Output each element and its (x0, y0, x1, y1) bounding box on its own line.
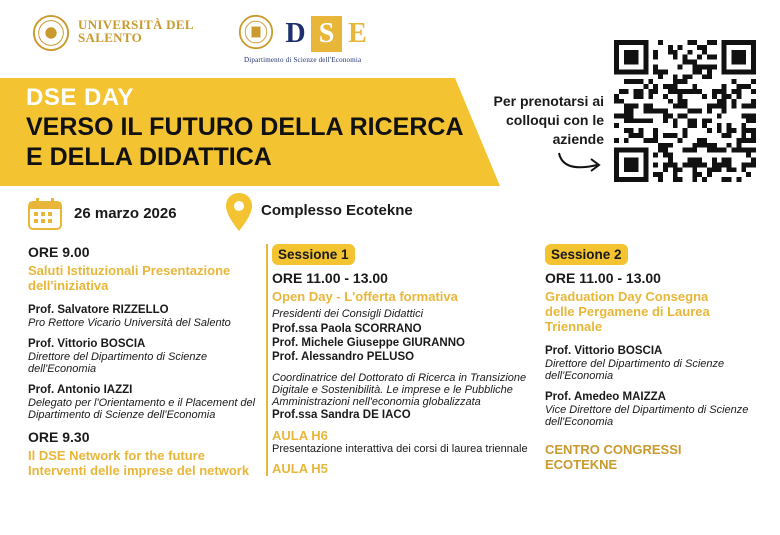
university-name: UNIVERSITÀ DEL SALENTO (78, 17, 194, 45)
room-label: AULA H5 (272, 461, 328, 476)
room-label: AULA H6 (272, 428, 328, 443)
qr-call-to-action: Per prenotarsi ai colloqui con le aziende (493, 93, 604, 147)
department-seal-icon (238, 14, 274, 50)
event-title: VERSO IL FUTURO DELLA RICERCA E DELLA DIDATTICA (26, 113, 463, 171)
time-slot: ORE 9.30 (28, 429, 90, 445)
department-caption: Dipartimento di Scienze dell'Economia (244, 56, 362, 64)
program-column-1 (28, 244, 260, 478)
arrow-icon (555, 147, 607, 177)
speaker-role: Direttore del Dipartimento di Scienze dell'Economia (545, 358, 725, 382)
dse-logo-letter-d: D (285, 18, 306, 49)
dse-logo-letter-e: E (348, 18, 367, 49)
speaker-name: Prof. Alessandro PELUSO (272, 351, 415, 363)
dse-logo (280, 16, 373, 52)
dse-logo-letter-s: S (311, 16, 342, 52)
calendar-icon (28, 198, 62, 230)
qr-code-icon[interactable] (614, 40, 756, 182)
session-title: Open Day - L'offerta formativa (272, 289, 458, 304)
time-slot: ORE 9.00 (28, 244, 90, 260)
presidents-label: Presidenti dei Consigli Didattici (272, 308, 424, 320)
speaker-name: Prof. Vittorio BOSCIA (28, 338, 146, 350)
event-date: 26 marzo 2026 (74, 205, 177, 222)
speaker-role: Coordinatrice del Dottorato di Ricerca in Transizione Digitale e Sostenibilità. Le imprese e le Pubbliche Amministrazioni nell'economia globalizzata (272, 372, 527, 408)
speaker-name: Prof. Vittorio BOSCIA (545, 345, 663, 357)
session-badge: Sessione 1 (272, 244, 355, 265)
speaker-role: Pro Rettore Vicario Università del Salento (28, 317, 231, 329)
speaker-name: Prof. Salvatore RIZZELLO (28, 304, 169, 316)
event-name: DSE DAY (26, 84, 134, 111)
session-title: Il DSE Network for the future Interventi delle imprese del network (28, 448, 250, 478)
speaker-role: Delegato per l'Orientamento e il Placement del Dipartimento di Scienze dell'Economia (28, 397, 256, 421)
time-slot: ORE 11.00 - 13.00 (272, 270, 388, 286)
session-title: Saluti Istituzionali Presentazione dell'iniziativa (28, 263, 231, 293)
session-title: Graduation Day Consegna delle Pergamene di Laurea Triennale (545, 289, 710, 334)
university-seal-icon (32, 14, 70, 52)
time-slot: ORE 11.00 - 13.00 (545, 270, 661, 286)
map-pin-icon (224, 192, 254, 232)
speaker-name: Prof. Michele Giuseppe GIURANNO (272, 337, 465, 349)
venue-label: CENTRO CONGRESSI ECOTEKNE (545, 442, 682, 472)
event-location: Complesso Ecotekne (261, 202, 413, 219)
speaker-name: Prof. Amedeo MAIZZA (545, 391, 666, 403)
speaker-name: Prof. Antonio IAZZI (28, 384, 133, 396)
session-badge: Sessione 2 (545, 244, 628, 265)
program-column-3 (545, 244, 765, 472)
speaker-role: Direttore del Dipartimento di Scienze dell'Economia (28, 351, 208, 375)
room-description: Presentazione interattiva dei corsi di laurea triennale (272, 443, 528, 455)
speaker-role: Vice Direttore del Dipartimento di Scienze dell'Economia (545, 404, 749, 428)
speaker-name: Prof.ssa Paola SCORRANO (272, 323, 422, 335)
program-column-2 (266, 244, 546, 476)
speaker-name: Prof.ssa Sandra DE IACO (272, 409, 411, 421)
